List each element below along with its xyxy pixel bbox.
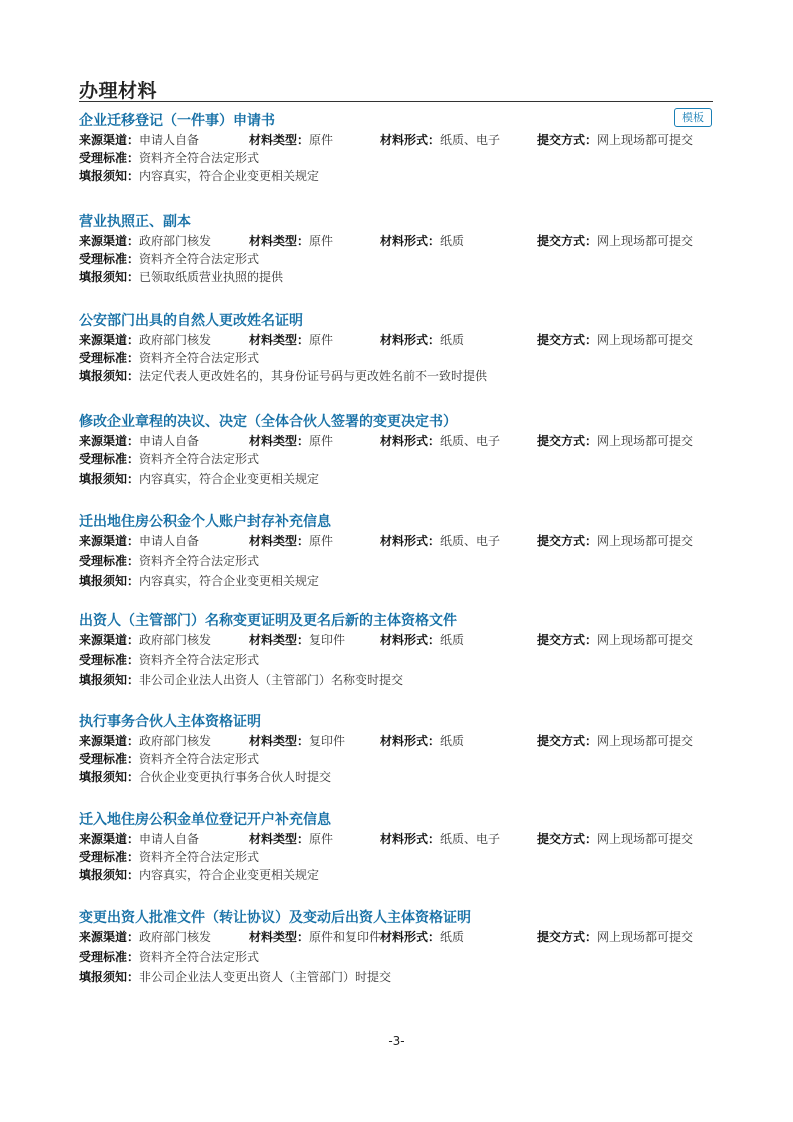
acceptance-standard-label: 受理标准： bbox=[79, 252, 140, 266]
source-channel-label: 来源渠道： bbox=[79, 734, 140, 748]
fill-notice-row bbox=[79, 470, 719, 488]
material-type-value: 复印件 bbox=[309, 734, 346, 748]
material-form-value: 纸质 bbox=[440, 333, 465, 347]
submit-method-value: 网上现场都可提交 bbox=[597, 333, 694, 347]
material-type-label: 材料类型： bbox=[249, 434, 310, 448]
material-form bbox=[380, 830, 500, 848]
acceptance-standard bbox=[79, 948, 259, 966]
fill-notice bbox=[79, 572, 319, 590]
material-title: 迁入地住房公积金单位登记开户补充信息 bbox=[79, 812, 331, 828]
acceptance-standard bbox=[79, 250, 259, 268]
submit-method bbox=[537, 732, 693, 750]
material-title: 企业迁移登记（一件事）申请书 bbox=[79, 113, 275, 129]
material-type-value: 原件 bbox=[309, 234, 334, 248]
submit-method-value: 网上现场都可提交 bbox=[597, 133, 694, 147]
fill-notice-row bbox=[79, 968, 719, 986]
material-item bbox=[79, 212, 719, 286]
acceptance-standard-row bbox=[79, 450, 719, 468]
source-channel-label: 来源渠道： bbox=[79, 534, 140, 548]
material-type bbox=[249, 928, 381, 946]
material-item bbox=[79, 412, 719, 488]
fill-notice-value: 已领取纸质营业执照的提供 bbox=[139, 270, 284, 284]
fill-notice-value: 非公司企业法人出资人（主管部门）名称变时提交 bbox=[139, 673, 404, 687]
submit-method bbox=[537, 432, 693, 450]
material-type bbox=[249, 232, 333, 250]
material-type bbox=[249, 631, 345, 649]
section-heading: 办理材料 bbox=[79, 80, 158, 102]
material-form-value: 纸质 bbox=[440, 234, 465, 248]
material-type-label: 材料类型： bbox=[249, 930, 310, 944]
material-type bbox=[249, 830, 333, 848]
acceptance-standard-row bbox=[79, 651, 719, 669]
fill-notice-label: 填报须知： bbox=[79, 770, 140, 784]
source-channel bbox=[79, 631, 211, 649]
material-title: 变更出资人批准文件（转让协议）及变动后出资人主体资格证明 bbox=[79, 910, 471, 926]
acceptance-standard-value: 资料齐全符合法定形式 bbox=[139, 950, 260, 964]
fill-notice-label: 填报须知： bbox=[79, 270, 140, 284]
submit-method-label: 提交方式： bbox=[537, 133, 598, 147]
material-type bbox=[249, 532, 333, 550]
source-channel-label: 来源渠道： bbox=[79, 930, 140, 944]
source-channel-value: 申请人自备 bbox=[139, 133, 200, 147]
material-title: 修改企业章程的决议、决定（全体合伙人签署的变更决定书） bbox=[79, 414, 457, 430]
fill-notice-row bbox=[79, 866, 719, 884]
material-type-label: 材料类型： bbox=[249, 534, 310, 548]
acceptance-standard-label: 受理标准： bbox=[79, 452, 140, 466]
material-form-value: 纸质 bbox=[440, 930, 465, 944]
material-meta-row bbox=[79, 532, 719, 550]
material-type-value: 原件 bbox=[309, 133, 334, 147]
fill-notice-row bbox=[79, 167, 719, 185]
submit-method bbox=[537, 532, 693, 550]
fill-notice-value: 内容真实，符合企业变更相关规定 bbox=[139, 574, 320, 588]
acceptance-standard-row bbox=[79, 349, 719, 367]
fill-notice-value: 内容真实，符合企业变更相关规定 bbox=[139, 868, 320, 882]
acceptance-standard-row bbox=[79, 948, 719, 966]
material-meta-row bbox=[79, 928, 719, 946]
material-item bbox=[79, 712, 719, 786]
source-channel-label: 来源渠道： bbox=[79, 434, 140, 448]
fill-notice-value: 法定代表人更改姓名的，其身份证号码与更改姓名前不一致时提供 bbox=[139, 369, 488, 383]
fill-notice-label: 填报须知： bbox=[79, 369, 140, 383]
fill-notice-row bbox=[79, 367, 719, 385]
submit-method bbox=[537, 830, 693, 848]
material-form bbox=[380, 232, 464, 250]
material-type-value: 原件和复印件 bbox=[309, 930, 382, 944]
source-channel-label: 来源渠道： bbox=[79, 832, 140, 846]
submit-method-label: 提交方式： bbox=[537, 633, 598, 647]
acceptance-standard-row bbox=[79, 149, 719, 167]
acceptance-standard bbox=[79, 450, 259, 468]
fill-notice-row bbox=[79, 268, 719, 286]
fill-notice-value: 内容真实，符合企业变更相关规定 bbox=[139, 169, 320, 183]
acceptance-standard bbox=[79, 149, 259, 167]
material-form-label: 材料形式： bbox=[380, 832, 441, 846]
material-form bbox=[380, 631, 464, 649]
material-form bbox=[380, 131, 500, 149]
material-type-value: 原件 bbox=[309, 434, 334, 448]
source-channel bbox=[79, 732, 211, 750]
acceptance-standard-label: 受理标准： bbox=[79, 653, 140, 667]
material-title: 出资人（主管部门）名称变更证明及更名后新的主体资格文件 bbox=[79, 613, 457, 629]
material-form-value: 纸质 bbox=[440, 734, 465, 748]
source-channel bbox=[79, 830, 199, 848]
fill-notice bbox=[79, 268, 283, 286]
acceptance-standard-value: 资料齐全符合法定形式 bbox=[139, 752, 260, 766]
material-meta-row bbox=[79, 232, 719, 250]
material-form-label: 材料形式： bbox=[380, 534, 441, 548]
material-item bbox=[79, 908, 719, 986]
fill-notice-label: 填报须知： bbox=[79, 868, 140, 882]
submit-method-label: 提交方式： bbox=[537, 534, 598, 548]
material-form bbox=[380, 331, 464, 349]
material-form bbox=[380, 432, 500, 450]
material-meta-row bbox=[79, 631, 719, 649]
material-type-label: 材料类型： bbox=[249, 333, 310, 347]
acceptance-standard-value: 资料齐全符合法定形式 bbox=[139, 554, 260, 568]
material-type-label: 材料类型： bbox=[249, 633, 310, 647]
material-type-value: 复印件 bbox=[309, 633, 346, 647]
source-channel-value: 申请人自备 bbox=[139, 832, 200, 846]
material-item bbox=[79, 810, 719, 884]
fill-notice bbox=[79, 671, 403, 689]
material-type-label: 材料类型： bbox=[249, 734, 310, 748]
submit-method-value: 网上现场都可提交 bbox=[597, 434, 694, 448]
acceptance-standard-label: 受理标准： bbox=[79, 151, 140, 165]
material-type-label: 材料类型： bbox=[249, 234, 310, 248]
acceptance-standard-label: 受理标准： bbox=[79, 554, 140, 568]
acceptance-standard-label: 受理标准： bbox=[79, 850, 140, 864]
material-type bbox=[249, 331, 333, 349]
acceptance-standard-row bbox=[79, 848, 719, 866]
acceptance-standard bbox=[79, 349, 259, 367]
material-form bbox=[380, 732, 464, 750]
material-form-value: 纸质、电子 bbox=[440, 133, 501, 147]
source-channel-value: 政府部门核发 bbox=[139, 234, 212, 248]
fill-notice bbox=[79, 367, 487, 385]
material-title: 公安部门出具的自然人更改姓名证明 bbox=[79, 313, 303, 329]
material-form bbox=[380, 928, 464, 946]
material-form bbox=[380, 532, 500, 550]
material-meta-row bbox=[79, 131, 719, 149]
acceptance-standard-value: 资料齐全符合法定形式 bbox=[139, 850, 260, 864]
source-channel bbox=[79, 131, 199, 149]
material-form-label: 材料形式： bbox=[380, 333, 441, 347]
fill-notice-value: 内容真实，符合企业变更相关规定 bbox=[139, 472, 320, 486]
material-meta-row bbox=[79, 732, 719, 750]
material-type-value: 原件 bbox=[309, 333, 334, 347]
source-channel-label: 来源渠道： bbox=[79, 333, 140, 347]
material-type-value: 原件 bbox=[309, 534, 334, 548]
submit-method-label: 提交方式： bbox=[537, 734, 598, 748]
fill-notice bbox=[79, 167, 319, 185]
material-form-label: 材料形式： bbox=[380, 930, 441, 944]
fill-notice bbox=[79, 866, 319, 884]
material-item bbox=[79, 311, 719, 385]
source-channel-value: 政府部门核发 bbox=[139, 734, 212, 748]
submit-method bbox=[537, 928, 693, 946]
submit-method-value: 网上现场都可提交 bbox=[597, 832, 694, 846]
page-number: -3- bbox=[388, 1034, 405, 1048]
acceptance-standard-label: 受理标准： bbox=[79, 351, 140, 365]
submit-method-value: 网上现场都可提交 bbox=[597, 234, 694, 248]
source-channel bbox=[79, 232, 211, 250]
material-form-value: 纸质、电子 bbox=[440, 832, 501, 846]
fill-notice bbox=[79, 968, 391, 986]
material-form-label: 材料形式： bbox=[380, 434, 441, 448]
submit-method-value: 网上现场都可提交 bbox=[597, 930, 694, 944]
submit-method-label: 提交方式： bbox=[537, 333, 598, 347]
material-meta-row bbox=[79, 830, 719, 848]
acceptance-standard-value: 资料齐全符合法定形式 bbox=[139, 452, 260, 466]
submit-method bbox=[537, 631, 693, 649]
source-channel-value: 政府部门核发 bbox=[139, 333, 212, 347]
submit-method-value: 网上现场都可提交 bbox=[597, 534, 694, 548]
template-button[interactable]: 模板 bbox=[674, 108, 712, 127]
fill-notice-label: 填报须知： bbox=[79, 673, 140, 687]
material-form-value: 纸质 bbox=[440, 633, 465, 647]
acceptance-standard bbox=[79, 848, 259, 866]
material-form-label: 材料形式： bbox=[380, 133, 441, 147]
fill-notice-value: 合伙企业变更执行事务合伙人时提交 bbox=[139, 770, 332, 784]
acceptance-standard-value: 资料齐全符合法定形式 bbox=[139, 151, 260, 165]
acceptance-standard-label: 受理标准： bbox=[79, 950, 140, 964]
submit-method-label: 提交方式： bbox=[537, 832, 598, 846]
material-type-label: 材料类型： bbox=[249, 133, 310, 147]
fill-notice-label: 填报须知： bbox=[79, 472, 140, 486]
acceptance-standard-label: 受理标准： bbox=[79, 752, 140, 766]
submit-method bbox=[537, 232, 693, 250]
fill-notice-label: 填报须知： bbox=[79, 970, 140, 984]
acceptance-standard-row bbox=[79, 750, 719, 768]
material-title: 执行事务合伙人主体资格证明 bbox=[79, 714, 261, 730]
material-form-label: 材料形式： bbox=[380, 234, 441, 248]
material-meta-row bbox=[79, 432, 719, 450]
material-form-label: 材料形式： bbox=[380, 633, 441, 647]
fill-notice-value: 非公司企业法人变更出资人（主管部门）时提交 bbox=[139, 970, 392, 984]
material-form-label: 材料形式： bbox=[380, 734, 441, 748]
material-type bbox=[249, 732, 345, 750]
acceptance-standard bbox=[79, 750, 259, 768]
source-channel bbox=[79, 928, 211, 946]
material-title: 迁出地住房公积金个人账户封存补充信息 bbox=[79, 514, 331, 530]
material-type bbox=[249, 131, 333, 149]
fill-notice-label: 填报须知： bbox=[79, 574, 140, 588]
fill-notice-row bbox=[79, 768, 719, 786]
material-item bbox=[79, 512, 719, 590]
source-channel bbox=[79, 331, 211, 349]
fill-notice-row bbox=[79, 572, 719, 590]
acceptance-standard-row bbox=[79, 250, 719, 268]
fill-notice bbox=[79, 470, 319, 488]
material-meta-row bbox=[79, 331, 719, 349]
source-channel-label: 来源渠道： bbox=[79, 234, 140, 248]
material-type-label: 材料类型： bbox=[249, 832, 310, 846]
material-type-value: 原件 bbox=[309, 832, 334, 846]
acceptance-standard-value: 资料齐全符合法定形式 bbox=[139, 252, 260, 266]
submit-method-value: 网上现场都可提交 bbox=[597, 734, 694, 748]
source-channel-value: 申请人自备 bbox=[139, 534, 200, 548]
material-item bbox=[79, 611, 719, 689]
source-channel-label: 来源渠道： bbox=[79, 633, 140, 647]
submit-method bbox=[537, 331, 693, 349]
fill-notice-row bbox=[79, 671, 719, 689]
submit-method-label: 提交方式： bbox=[537, 434, 598, 448]
material-item bbox=[79, 111, 719, 185]
source-channel bbox=[79, 432, 199, 450]
acceptance-standard bbox=[79, 651, 259, 669]
submit-method-label: 提交方式： bbox=[537, 234, 598, 248]
material-form-value: 纸质、电子 bbox=[440, 534, 501, 548]
source-channel bbox=[79, 532, 199, 550]
acceptance-standard-row bbox=[79, 552, 719, 570]
submit-method bbox=[537, 131, 693, 149]
source-channel-label: 来源渠道： bbox=[79, 133, 140, 147]
source-channel-value: 政府部门核发 bbox=[139, 930, 212, 944]
acceptance-standard-value: 资料齐全符合法定形式 bbox=[139, 653, 260, 667]
material-title: 营业执照正、副本 bbox=[79, 214, 191, 230]
submit-method-value: 网上现场都可提交 bbox=[597, 633, 694, 647]
submit-method-label: 提交方式： bbox=[537, 930, 598, 944]
material-type bbox=[249, 432, 333, 450]
material-form-value: 纸质、电子 bbox=[440, 434, 501, 448]
fill-notice-label: 填报须知： bbox=[79, 169, 140, 183]
source-channel-value: 申请人自备 bbox=[139, 434, 200, 448]
source-channel-value: 政府部门核发 bbox=[139, 633, 212, 647]
fill-notice bbox=[79, 768, 331, 786]
acceptance-standard bbox=[79, 552, 259, 570]
acceptance-standard-value: 资料齐全符合法定形式 bbox=[139, 351, 260, 365]
heading-divider bbox=[79, 101, 713, 102]
